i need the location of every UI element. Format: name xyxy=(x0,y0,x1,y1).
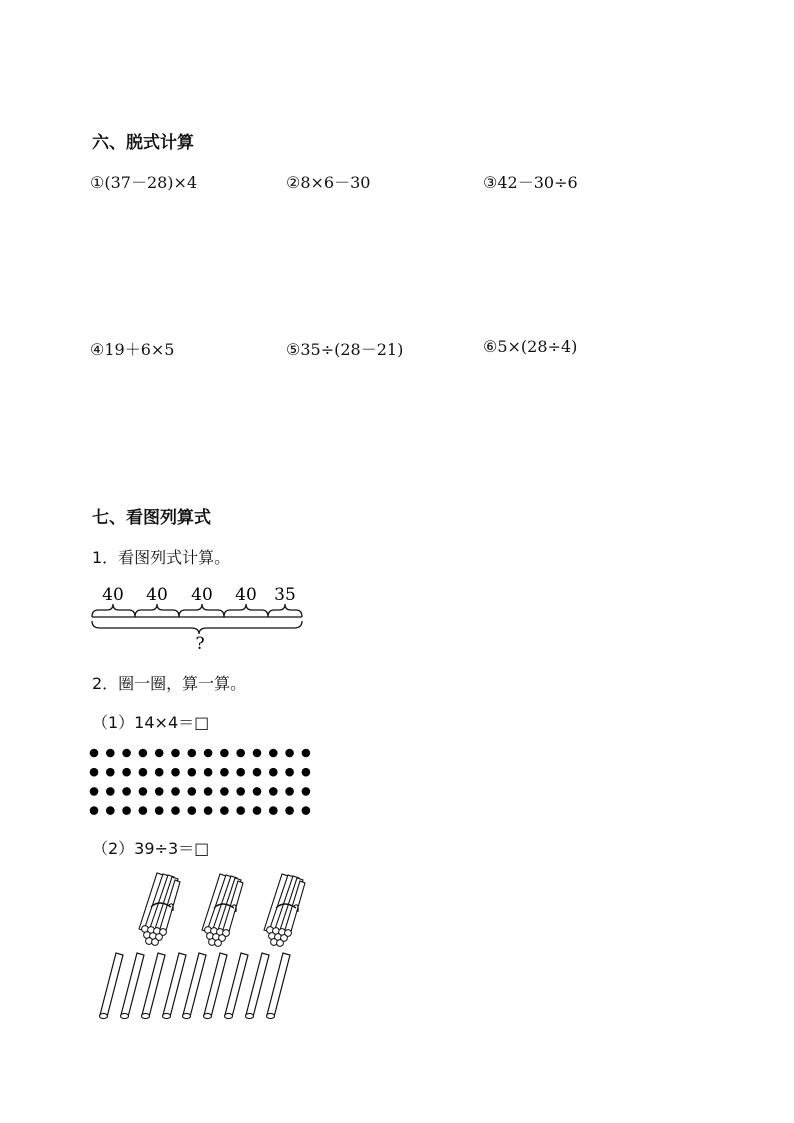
dot xyxy=(155,806,164,815)
dot xyxy=(171,749,180,758)
dot xyxy=(253,806,262,815)
dot xyxy=(269,787,278,796)
dot xyxy=(285,768,294,777)
dot xyxy=(253,749,262,758)
top-brace-2 xyxy=(135,604,179,617)
top-brace-1 xyxy=(92,604,135,617)
dot xyxy=(220,806,229,815)
dot xyxy=(139,806,148,815)
top-brace-5 xyxy=(268,604,302,617)
dot xyxy=(139,768,148,777)
single-stick-8 xyxy=(246,953,270,1019)
question-2-1-text: （1）14×4＝□ xyxy=(92,713,210,732)
dot xyxy=(253,768,262,777)
dot xyxy=(106,749,115,758)
segment-label-5: 35 xyxy=(274,585,296,605)
problem-5: ⑤35÷(28－21) xyxy=(286,340,404,359)
top-brace-4 xyxy=(224,604,268,617)
dot xyxy=(106,768,115,777)
dot xyxy=(139,749,148,758)
dot xyxy=(90,749,99,758)
stick-bundle-2 xyxy=(202,874,243,946)
segment-label-1: 40 xyxy=(102,585,124,605)
single-stick-3 xyxy=(142,953,166,1019)
single-stick-7 xyxy=(225,953,249,1019)
dot xyxy=(204,806,213,815)
dot xyxy=(122,768,131,777)
dot xyxy=(302,749,311,758)
sticks-illustration xyxy=(92,865,322,1025)
dot xyxy=(90,787,99,796)
top-brace-3 xyxy=(179,604,224,617)
dot xyxy=(302,768,311,777)
dot xyxy=(204,768,213,777)
dot-grid xyxy=(86,744,326,820)
segment-label-4: 40 xyxy=(235,585,257,605)
stick-bundle-1 xyxy=(139,873,180,945)
question-2-text: 2．圈一圈，算一算。 xyxy=(92,674,247,693)
dot xyxy=(302,787,311,796)
single-stick-4 xyxy=(163,953,187,1019)
total-label: ? xyxy=(195,634,205,652)
dot xyxy=(285,806,294,815)
segment-label-3: 40 xyxy=(191,585,213,605)
single-stick-1 xyxy=(100,953,124,1019)
section-7-title: 七、看图列算式 xyxy=(92,508,211,528)
dot xyxy=(285,787,294,796)
dot xyxy=(188,749,197,758)
dot xyxy=(269,749,278,758)
dot xyxy=(171,806,180,815)
dot xyxy=(122,806,131,815)
dot xyxy=(188,806,197,815)
dot xyxy=(220,768,229,777)
question-2-2-text: （2）39÷3＝□ xyxy=(92,839,210,858)
problem-6: ⑥5×(28÷4) xyxy=(483,337,578,356)
dot xyxy=(236,787,245,796)
single-stick-9 xyxy=(267,953,291,1019)
dot xyxy=(220,749,229,758)
dot xyxy=(155,787,164,796)
dot xyxy=(139,787,148,796)
dot xyxy=(106,787,115,796)
section-6-title: 六、脱式计算 xyxy=(92,133,194,153)
dot xyxy=(269,806,278,815)
single-stick-5 xyxy=(183,953,207,1019)
problem-1: ①(37－28)×4 xyxy=(90,173,198,192)
dot xyxy=(220,787,229,796)
problem-3: ③42－30÷6 xyxy=(483,173,578,192)
dot xyxy=(155,749,164,758)
stick-bundle-3 xyxy=(264,874,305,946)
problem-4: ④19＋6×5 xyxy=(90,340,175,359)
dot xyxy=(204,749,213,758)
single-stick-2 xyxy=(121,953,145,1019)
brace-diagram xyxy=(88,580,312,652)
dot xyxy=(204,787,213,796)
dot xyxy=(236,749,245,758)
dot xyxy=(122,787,131,796)
dot xyxy=(236,768,245,777)
dot xyxy=(253,787,262,796)
dot xyxy=(90,806,99,815)
dot xyxy=(171,787,180,796)
dot xyxy=(171,768,180,777)
dot xyxy=(188,768,197,777)
problem-2: ②8×6－30 xyxy=(286,173,371,192)
dot xyxy=(236,806,245,815)
segment-label-2: 40 xyxy=(146,585,168,605)
dot xyxy=(90,768,99,777)
bottom-brace xyxy=(92,621,302,634)
dot xyxy=(122,749,131,758)
dot xyxy=(269,768,278,777)
dot xyxy=(155,768,164,777)
dot xyxy=(188,787,197,796)
dot xyxy=(106,806,115,815)
single-stick-6 xyxy=(204,953,228,1019)
dot xyxy=(302,806,311,815)
question-1-text: 1．看图列式计算。 xyxy=(92,548,231,567)
dot xyxy=(285,749,294,758)
